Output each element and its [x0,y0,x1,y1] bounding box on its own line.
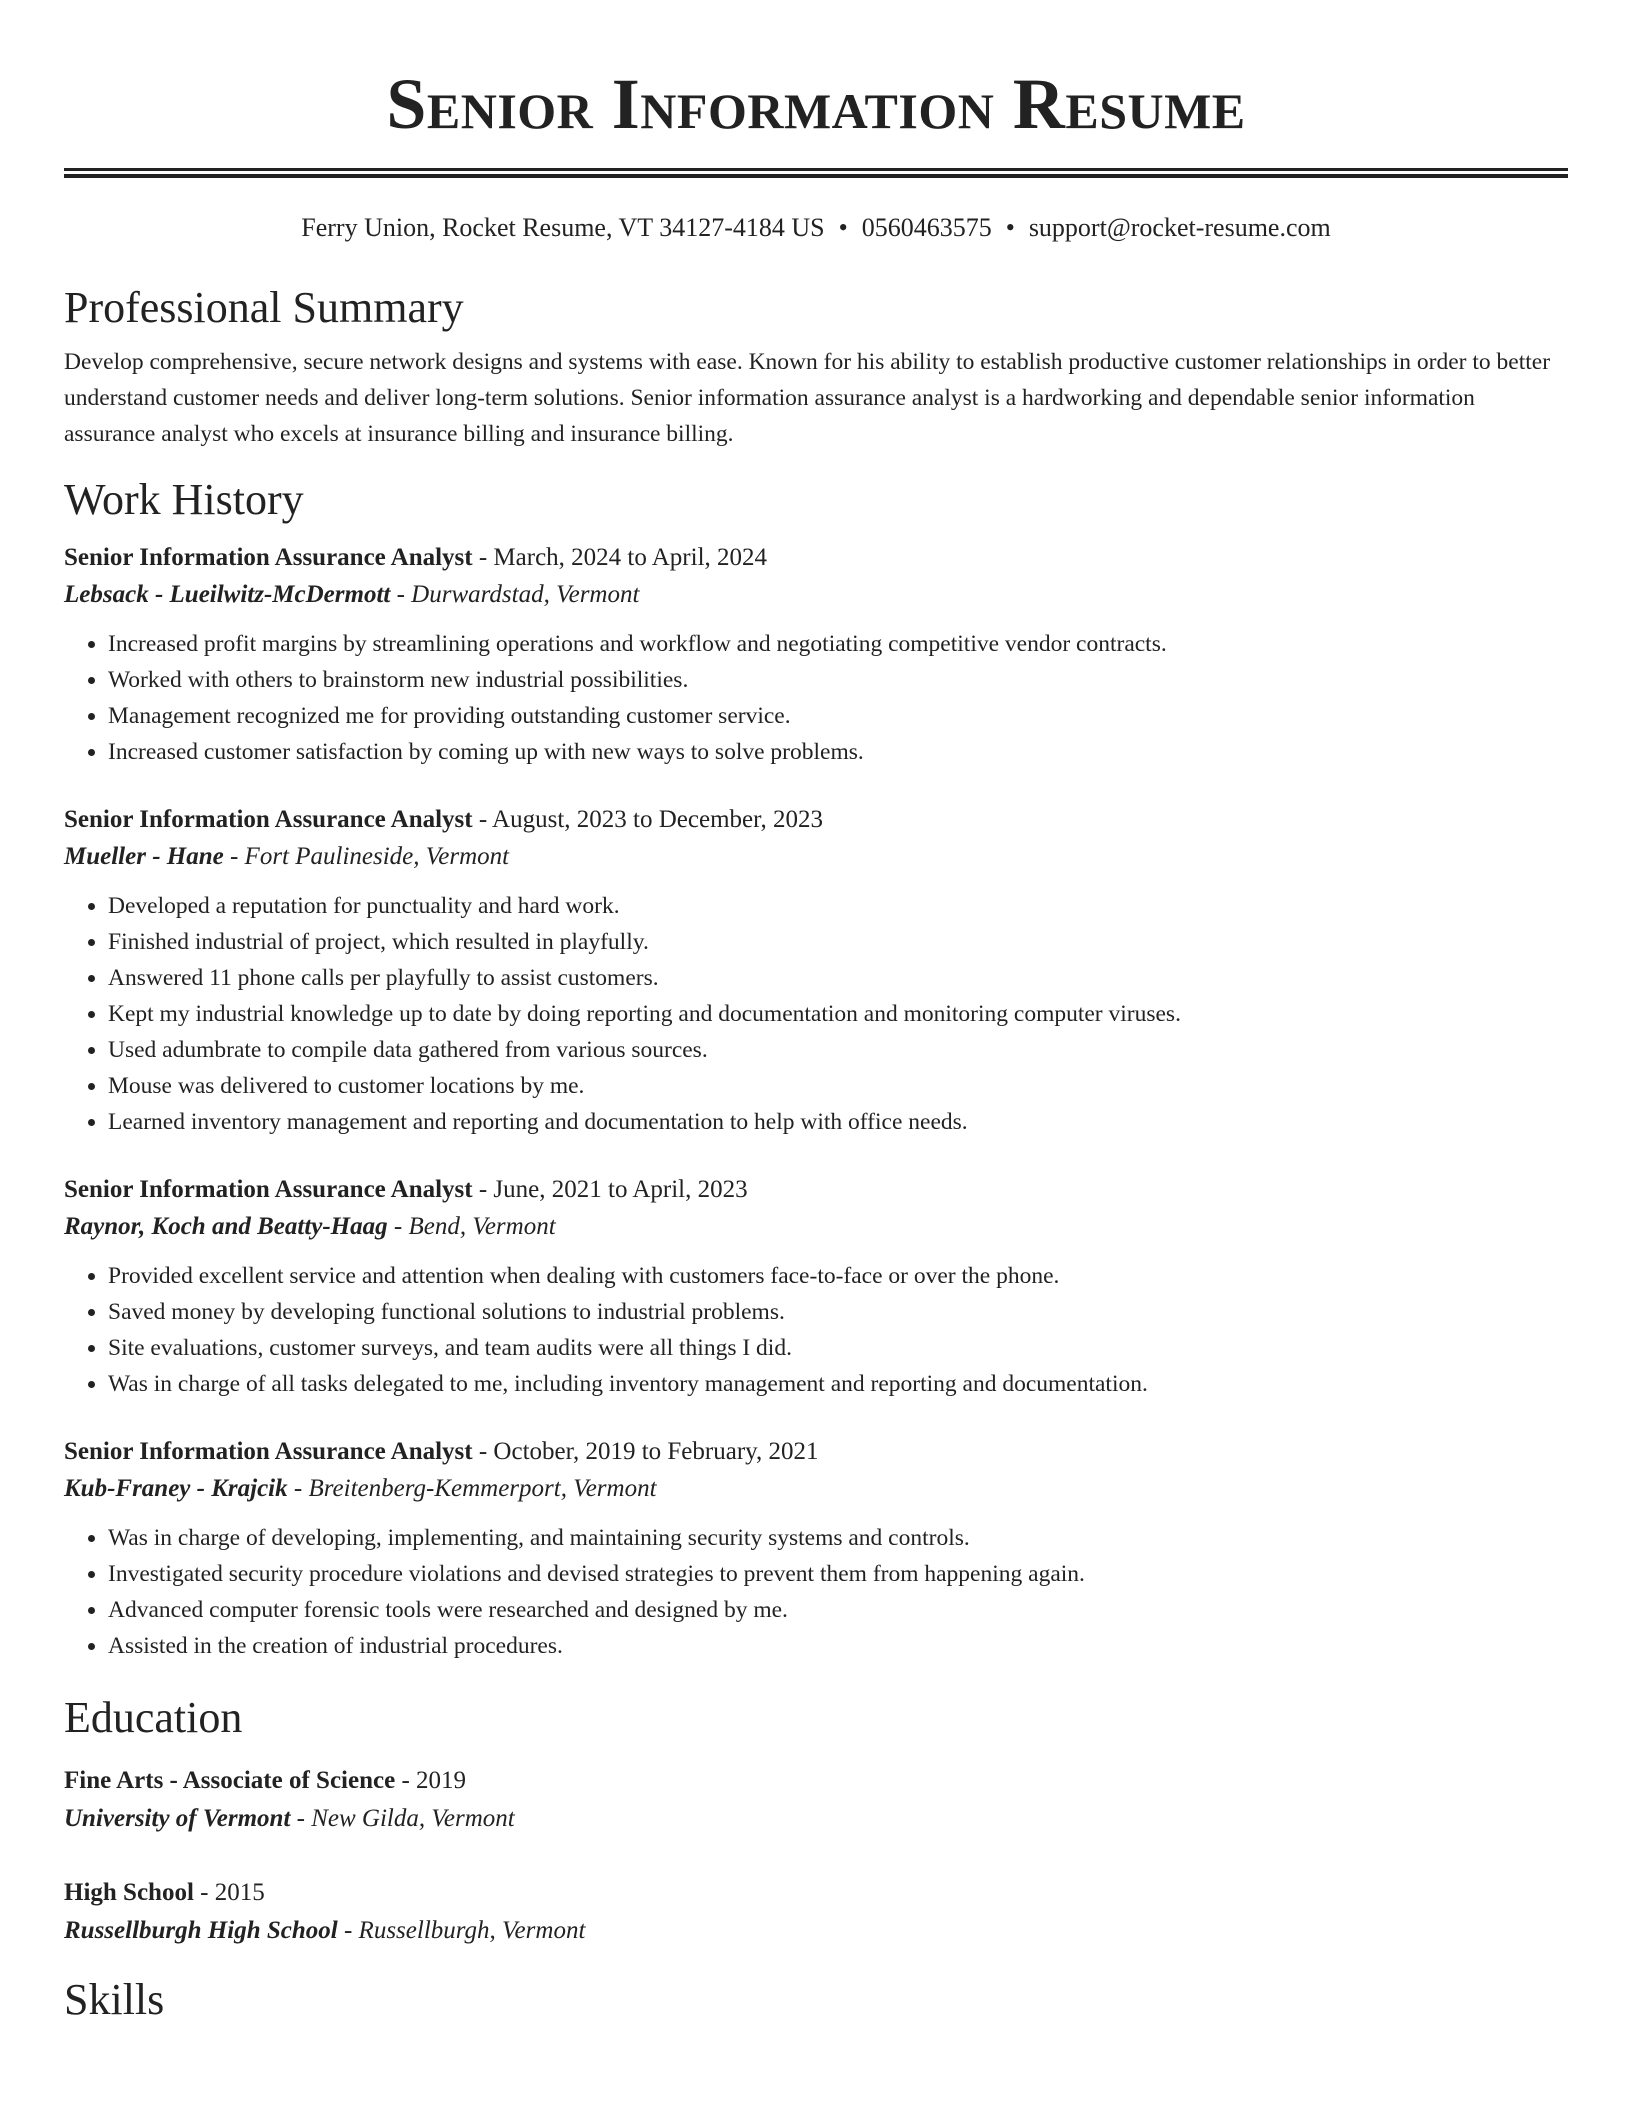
education-school: University of Vermont [64,1805,291,1832]
job-bullet: • Mouse was delivered to customer locations by me. [108,1068,1568,1104]
education-school-line [64,1800,1568,1838]
contact-phone: 0560463575 [861,213,992,242]
education-heading: Education [64,1693,243,1742]
job-dates: - August, 2023 to December, 2023 [472,806,823,833]
job-bullet: • Increased profit margins by streamlining operations and workflow and negotiating competitive vendor contracts. [108,626,1568,662]
job-entry [64,802,1568,1140]
job-bullet: • Learned inventory management and reporting and documentation to help with office needs. [108,1104,1568,1140]
job-entry [64,540,1568,770]
job-title-line [64,1172,1568,1208]
job-bullet: • Was in charge of developing, implementing, and maintaining security systems and controls. [108,1520,1568,1556]
job-bullet-list [64,1520,1568,1664]
job-dates: - June, 2021 to April, 2023 [472,1176,748,1203]
contact-email: support@rocket-resume.com [1028,213,1331,242]
education-location: - New Gilda, Vermont [290,1805,515,1832]
education-year: - 2019 [395,1767,467,1794]
job-bullet: • Saved money by developing functional solutions to industrial problems. [108,1294,1568,1330]
job-bullet: • Answered 11 phone calls per playfully to assist customers. [108,960,1568,996]
education-degree: High School [64,1879,194,1906]
job-bullet-list [64,1258,1568,1402]
job-bullet: • Management recognized me for providing outstanding customer service. [108,698,1568,734]
job-entry [64,1172,1568,1402]
job-dates: - March, 2024 to April, 2024 [472,544,768,571]
education-school-line [64,1912,1568,1950]
job-employer-line [64,1470,1568,1508]
job-employer-line [64,576,1568,614]
job-employer: Mueller - Hane [64,843,224,870]
job-bullet: • Investigated security procedure violations and devised strategies to prevent them from happening again. [108,1556,1568,1592]
job-bullet: • Finished industrial of project, which resulted in playfully. [108,924,1568,960]
job-employer-line [64,1208,1568,1246]
job-employer: Kub-Franey - Krajcik [64,1475,288,1502]
summary-text: Develop comprehensive, secure network designs and systems with ease. Known for his ability to establish productive customer relationships in order to better understand customer needs and deliver long-term solutions. Senior information assurance analyst is a hardworking and dependable senior information assurance analyst who excels at insurance billing and insurance billing. [64,349,1551,447]
job-bullet: • Provided excellent service and attention when dealing with customers face-to-face or over the phone. [108,1258,1568,1294]
resume-page [64,0,1568,2026]
job-employer-line [64,838,1568,876]
job-location: - Fort Paulineside, Vermont [223,843,510,870]
job-bullet-list [64,888,1568,1140]
education-entry [64,1874,1568,1950]
job-bullet-list [64,626,1568,770]
work-history-heading: Work History [64,475,304,524]
summary-heading: Professional Summary [64,283,464,332]
education-degree: Fine Arts - Associate of Science [64,1767,396,1794]
job-location: - Bend, Vermont [387,1213,556,1240]
contact-line [64,212,1568,244]
education-school: Russellburgh High School [64,1917,338,1944]
job-title: Senior Information Assurance Analyst [64,544,473,571]
resume-title: Senior Information Resume [386,64,1246,144]
contact-separator: • [838,213,848,242]
job-employer: Raynor, Koch and Beatty-Haag [64,1213,388,1240]
job-title-line [64,802,1568,838]
job-bullet: • Site evaluations, customer surveys, and team audits were all things I did. [108,1330,1568,1366]
education-year: - 2015 [193,1879,265,1906]
job-title-line [64,540,1568,576]
job-employer: Lebsack - Lueilwitz-McDermott [64,581,391,608]
job-title: Senior Information Assurance Analyst [64,806,473,833]
job-location: - Breitenberg-Kemmerport, Vermont [287,1475,657,1502]
education-degree-line [64,1762,1568,1800]
education-entry [64,1762,1568,1838]
job-bullet: • Worked with others to brainstorm new industrial possibilities. [108,662,1568,698]
education-degree-line [64,1874,1568,1912]
contact-address: Ferry Union, Rocket Resume, VT 34127-4184 US [301,213,825,242]
job-bullet: • Used adumbrate to compile data gathered from various sources. [108,1032,1568,1068]
education-location: - Russellburgh, Vermont [337,1917,586,1944]
job-bullet: • Assisted in the creation of industrial procedures. [108,1628,1568,1664]
job-bullet: • Developed a reputation for punctuality and hard work. [108,888,1568,924]
skills-heading: Skills [64,1975,165,2024]
job-bullet: • Kept my industrial knowledge up to date by doing reporting and documentation and monitoring computer viruses. [108,996,1568,1032]
job-bullet: • Advanced computer forensic tools were researched and designed by me. [108,1592,1568,1628]
job-dates: - October, 2019 to February, 2021 [472,1438,819,1465]
contact-separator: • [1005,213,1015,242]
title-double-rule [64,168,1568,178]
job-title: Senior Information Assurance Analyst [64,1438,473,1465]
job-bullet: • Increased customer satisfaction by coming up with new ways to solve problems. [108,734,1568,770]
job-bullet: • Was in charge of all tasks delegated to me, including inventory management and reporting and documentation. [108,1366,1568,1402]
job-location: - Durwardstad, Vermont [390,581,640,608]
job-title: Senior Information Assurance Analyst [64,1176,473,1203]
job-entry [64,1434,1568,1664]
job-title-line [64,1434,1568,1470]
